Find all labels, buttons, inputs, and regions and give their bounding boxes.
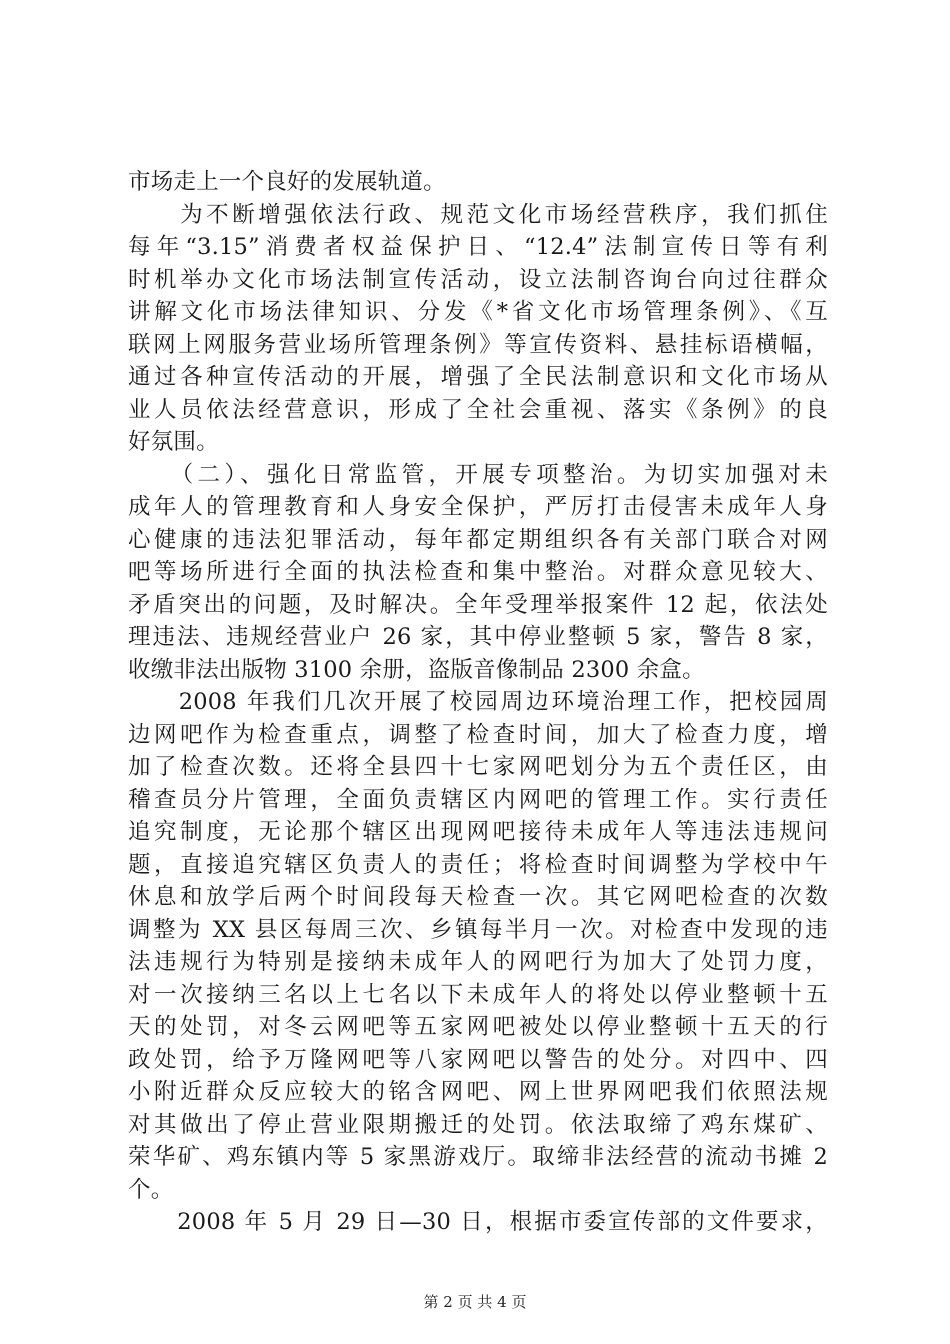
text-line: 成年人的管理教育和人身安全保护，严厉打击侵害未成年人身 <box>128 494 828 520</box>
text-line: 矛盾突出的问题，及时解决。全年受理举报案件 12 起，依法处 <box>128 591 828 618</box>
text-line: 2008 年我们几次开展了校园周边环境治理工作，把校园周 <box>128 689 828 715</box>
document-body <box>128 166 828 1239</box>
text-line: 每年“3.15”消费者权益保护日、“12.4”法制宣传日等有利 <box>128 234 828 260</box>
text-line: 荣华矿、鸡东镇内等 5 家黑游戏厅。取缔非法经营的流动书摊 2 <box>128 1144 828 1170</box>
text-line: 边网吧作为检查重点，调整了检查时间，加大了检查力度，增 <box>128 721 828 748</box>
page-number: 第 2 页 共 4 页 <box>423 1293 527 1311</box>
text-line: 题，直接追究辖区负责人的责任；将检查时间调整为学校中午 <box>128 851 828 878</box>
text-line: 业人员依法经营意识，形成了全社会重视、落实《条例》的良 <box>128 396 828 423</box>
text-line: 讲解文化市场法律知识、分发《*省文化市场管理条例》、《互 <box>128 299 828 325</box>
text-line: 心健康的违法犯罪活动，每年都定期组织各有关部门联合对网 <box>128 526 828 553</box>
text-line: 调整为 XX 县区每周三次、乡镇每半月一次。对检查中发现的违 <box>128 916 828 943</box>
text-line: 市场走上一个良好的发展轨道。 <box>128 169 446 195</box>
text-line: 稽查员分片管理，全面负责辖区内网吧的管理工作。实行责任 <box>128 786 828 813</box>
text-line: 政处罚，给予万隆网吧等八家网吧以警告的处分。对四中、四 <box>128 1046 828 1073</box>
text-line: 好氛围。 <box>128 429 219 455</box>
text-line: 2008 年 5 月 29 日—30 日，根据市委宣传部的文件要求， <box>128 1209 828 1235</box>
text-line: 收缴非法出版物 3100 余册，盗版音像制品 2300 余盒。 <box>128 656 705 683</box>
text-line: 法违规行为特别是接纳未成年人的网吧行为加大了处罚力度， <box>128 949 828 975</box>
page-footer <box>0 1292 950 1312</box>
text-line: 吧等场所进行全面的执法检查和集中整治。对群众意见较大、 <box>128 559 828 585</box>
text-line: 加了检查次数。还将全县四十七家网吧划分为五个责任区，由 <box>128 754 828 780</box>
text-line: （二）、强化日常监管，开展专项整治。为切实加强对未 <box>128 461 828 488</box>
text-line: 对其做出了停止营业限期搬迁的处罚。依法取缔了鸡东煤矿、 <box>128 1111 828 1138</box>
text-line: 对一次接纳三名以上七名以下未成年人的将处以停业整顿十五 <box>128 981 828 1008</box>
text-line: 理违法、违规经营业户 26 家，其中停业整顿 5 家，警告 8 家， <box>128 624 828 650</box>
text-line: 休息和放学后两个时间段每天检查一次。其它网吧检查的次数 <box>128 884 828 910</box>
text-line: 为不断增强依法行政、规范文化市场经营秩序，我们抓住 <box>128 201 828 228</box>
text-line: 小附近群众反应较大的铭含网吧、网上世界网吧我们依照法规 <box>128 1079 828 1105</box>
text-line: 联网上网服务营业场所管理条例》等宣传资料、悬挂标语横幅， <box>128 331 828 358</box>
text-line: 个。 <box>128 1176 174 1203</box>
text-line: 追究制度，无论那个辖区出现网吧接待未成年人等违法违规问 <box>128 819 828 845</box>
text-line: 时机举办文化市场法制宣传活动，设立法制咨询台向过往群众 <box>128 266 828 293</box>
text-line: 天的处罚，对冬云网吧等五家网吧被处以停业整顿十五天的行 <box>128 1014 828 1040</box>
text-line: 通过各种宣传活动的开展，增强了全民法制意识和文化市场从 <box>128 364 828 390</box>
